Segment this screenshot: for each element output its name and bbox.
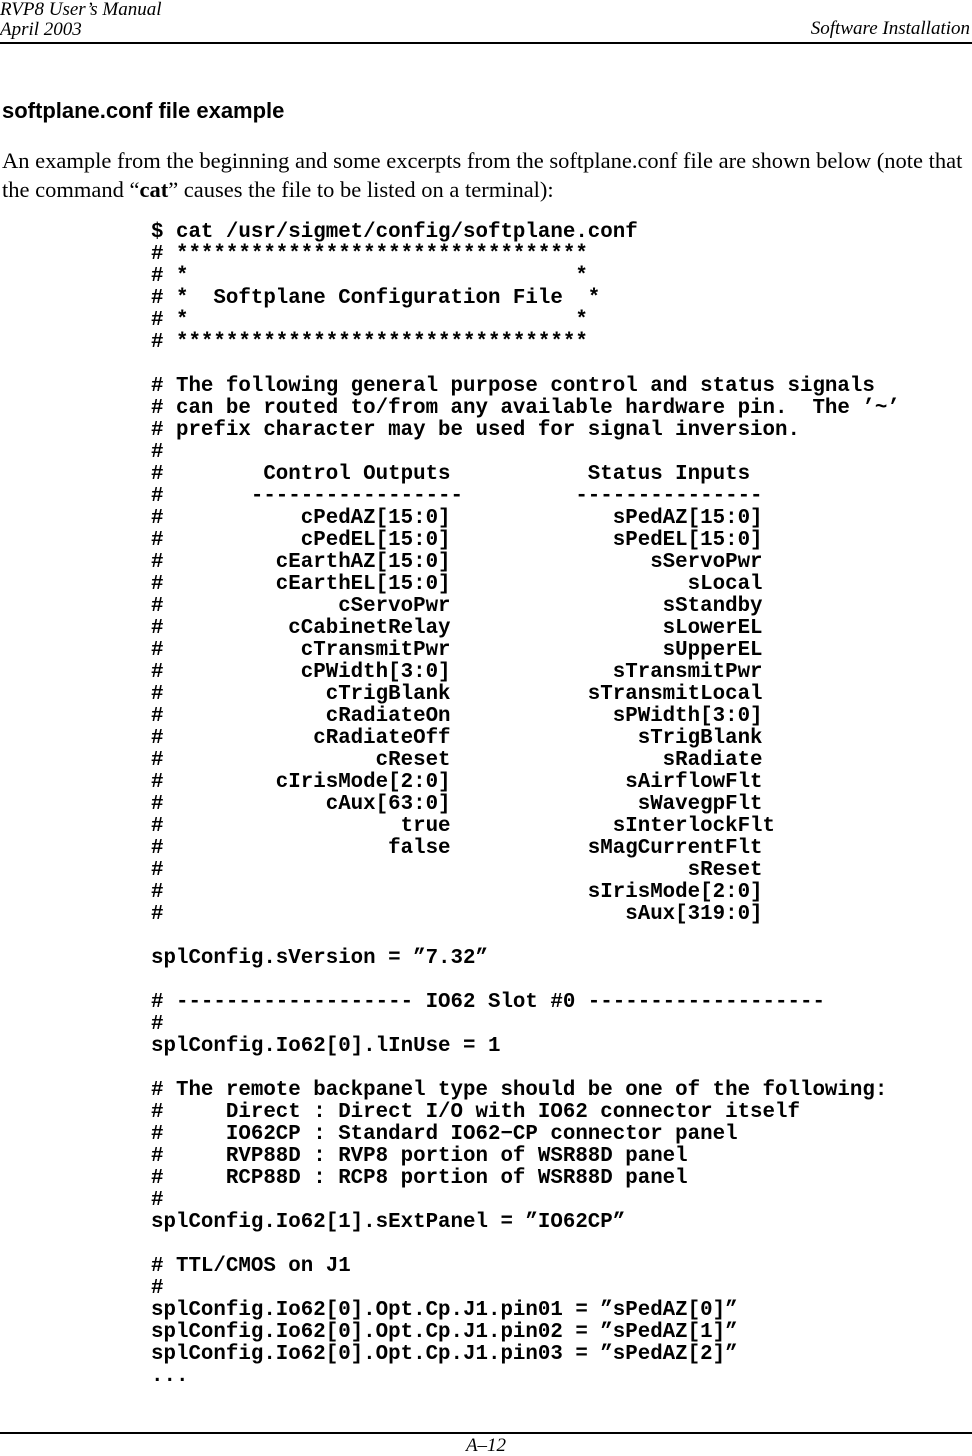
code-line: # cTransmitPwr sUpperEL <box>151 639 763 662</box>
code-line: # * * <box>151 265 588 288</box>
code-line: # cAux[63:0] sWavegpFlt <box>151 793 763 816</box>
code-line: # <box>151 1277 164 1300</box>
manual-header <box>0 0 162 40</box>
code-line: # cPWidth[3:0] sTransmitPwr <box>151 661 763 684</box>
code-line: # The following general purpose control and status signals <box>151 375 875 398</box>
code-line <box>151 354 900 376</box>
code-line: splConfig.sVersion = ”7.32” <box>151 947 488 970</box>
code-line: # sAux[319:0] <box>151 903 763 926</box>
section-name: Software Installation <box>810 18 970 39</box>
code-line: # <box>151 1013 164 1036</box>
code-line: # cEarthEL[15:0] sLocal <box>151 573 763 596</box>
code-line: # ********************************* <box>151 243 588 266</box>
code-line <box>151 1234 900 1256</box>
code-line <box>151 926 900 948</box>
code-line: # <box>151 441 164 464</box>
code-line: # cRadiateOff sTrigBlank <box>151 727 763 750</box>
code-line: # sReset <box>151 859 763 882</box>
page-number: A–12 <box>465 1435 507 1456</box>
code-line: # The remote backpanel type should be one of the following: <box>151 1079 888 1102</box>
code-line: # can be routed to/from any available hardware pin. The ’~’ <box>151 397 900 420</box>
code-line: splConfig.Io62[0].Opt.Cp.J1.pin03 = ”sPedAZ[2]” <box>151 1343 738 1366</box>
code-line: # RCP88D : RCP8 portion of WSR88D panel <box>151 1167 688 1190</box>
code-line: # cPedAZ[15:0] sPedAZ[15:0] <box>151 507 763 530</box>
code-line: # * Softplane Configuration File * <box>151 287 601 310</box>
code-line <box>151 970 900 992</box>
intro-text-after: ” causes the file to be listed on a terminal): <box>168 177 554 202</box>
intro-text-before: An example from the beginning and some excerpts from the softplane.conf file are shown below (note that the command “ <box>2 148 963 202</box>
intro-command: cat <box>139 177 169 202</box>
code-line: # sIrisMode[2:0] <box>151 881 763 904</box>
section-title: softplane.conf file example <box>2 98 285 123</box>
footer-rule <box>0 1432 972 1434</box>
code-line: # cRadiateOn sPWidth[3:0] <box>151 705 763 728</box>
code-line: # cIrisMode[2:0] sAirflowFlt <box>151 771 763 794</box>
code-line <box>151 1058 900 1080</box>
code-line: splConfig.Io62[1].sExtPanel = ”IO62CP” <box>151 1211 626 1234</box>
code-line: ... <box>151 1365 189 1388</box>
code-listing <box>151 222 900 1388</box>
code-line: # ------------------- IO62 Slot #0 ------------------- <box>151 991 825 1014</box>
code-line: # cPedEL[15:0] sPedEL[15:0] <box>151 529 763 552</box>
code-line: # cServoPwr sStandby <box>151 595 763 618</box>
code-line: # Direct : Direct I/O with IO62 connector itself <box>151 1101 800 1124</box>
manual-title: RVP8 User’s Manual <box>0 0 162 20</box>
code-line: splConfig.Io62[0].Opt.Cp.J1.pin02 = ”sPedAZ[1]” <box>151 1321 738 1344</box>
header-rule <box>0 42 972 44</box>
intro-paragraph <box>2 146 970 204</box>
code-line: # cReset sRadiate <box>151 749 763 772</box>
code-line: # TTL/CMOS on J1 <box>151 1255 351 1278</box>
code-line: # IO62CP : Standard IO62−CP connector panel <box>151 1123 738 1146</box>
code-line: splConfig.Io62[0].Opt.Cp.J1.pin01 = ”sPedAZ[0]” <box>151 1299 738 1322</box>
code-line: # cTrigBlank sTransmitLocal <box>151 683 763 706</box>
code-line: # <box>151 1189 164 1212</box>
code-line: splConfig.Io62[0].lInUse = 1 <box>151 1035 501 1058</box>
code-line: # cEarthAZ[15:0] sServoPwr <box>151 551 763 574</box>
code-line: # Control Outputs Status Inputs <box>151 463 751 486</box>
code-line: # * * <box>151 309 588 332</box>
code-line: # prefix character may be used for signal inversion. <box>151 419 800 442</box>
code-line: # cCabinetRelay sLowerEL <box>151 617 763 640</box>
code-line: # true sInterlockFlt <box>151 815 776 838</box>
code-line: $ cat /usr/sigmet/config/softplane.conf <box>151 221 638 244</box>
page-header <box>0 0 972 44</box>
code-line: # ----------------- --------------- <box>151 485 763 508</box>
code-line: # RVP88D : RVP8 portion of WSR88D panel <box>151 1145 688 1168</box>
code-line: # false sMagCurrentFlt <box>151 837 763 860</box>
code-line: # ********************************* <box>151 331 588 354</box>
manual-date: April 2003 <box>0 19 82 40</box>
